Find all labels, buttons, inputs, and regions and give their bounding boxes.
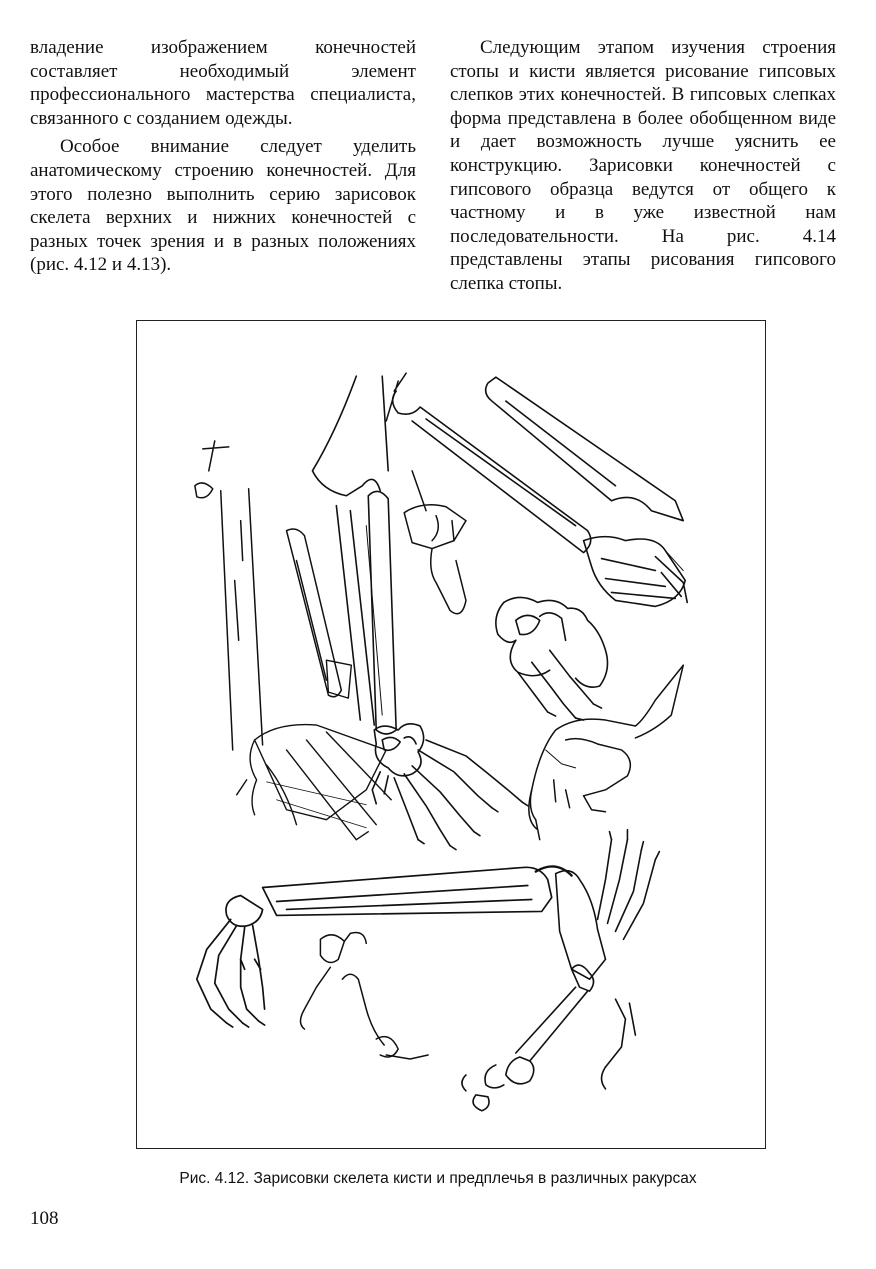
figure-skeleton-sketches	[136, 320, 766, 1149]
sketch-top-right-forearm	[393, 377, 688, 606]
left-paragraph-2: Особое внимание следует уделить анатомическому строению конечностей. Для этого полезно выполнить серию зарисовок скелета верхних и нижних конечностей с разных точек зрения и в разных положениях (рис. 4.12 и 4.13).	[30, 136, 416, 276]
right-text-column	[450, 36, 836, 296]
sketch-central-forearm-hand	[312, 376, 527, 849]
left-text-column	[30, 36, 416, 277]
sketch-curled-hand	[496, 597, 608, 720]
sketch-raised-hand	[462, 830, 659, 1111]
sketch-finger-bones	[300, 932, 428, 1058]
hand-forearm-skeleton-drawing	[137, 321, 765, 1148]
sketch-wrist-bones-top	[386, 373, 466, 614]
left-paragraph-1: владение изображением конечностей составляет необходимый элемент профессионального мастерства специалиста, связанного с созданием одежды.	[30, 37, 416, 129]
sketch-pointing-hand	[529, 665, 683, 839]
page-number: 108	[30, 1208, 59, 1229]
sketch-horizontal-arm	[197, 866, 572, 1027]
sketch-partial-forearm	[195, 441, 342, 750]
figure-caption: Рис. 4.12. Зарисовки скелета кисти и предплечья в различных ракурсах	[179, 1170, 697, 1187]
right-paragraph-1: Следующим этапом изучения строения стопы и кисти является рисование гипсовых слепков этих конечностей. В гипсовых слепках форма представлена в более обобщенном виде и дает возможность лучше уяснить ее конструкцию. Зарисовки конечностей с гипсового образца ведутся от общего к частному и в уже известной нам последовательности. На рис. 4.14 представлены этапы рисования гипсового слепка стопы.	[450, 37, 836, 294]
